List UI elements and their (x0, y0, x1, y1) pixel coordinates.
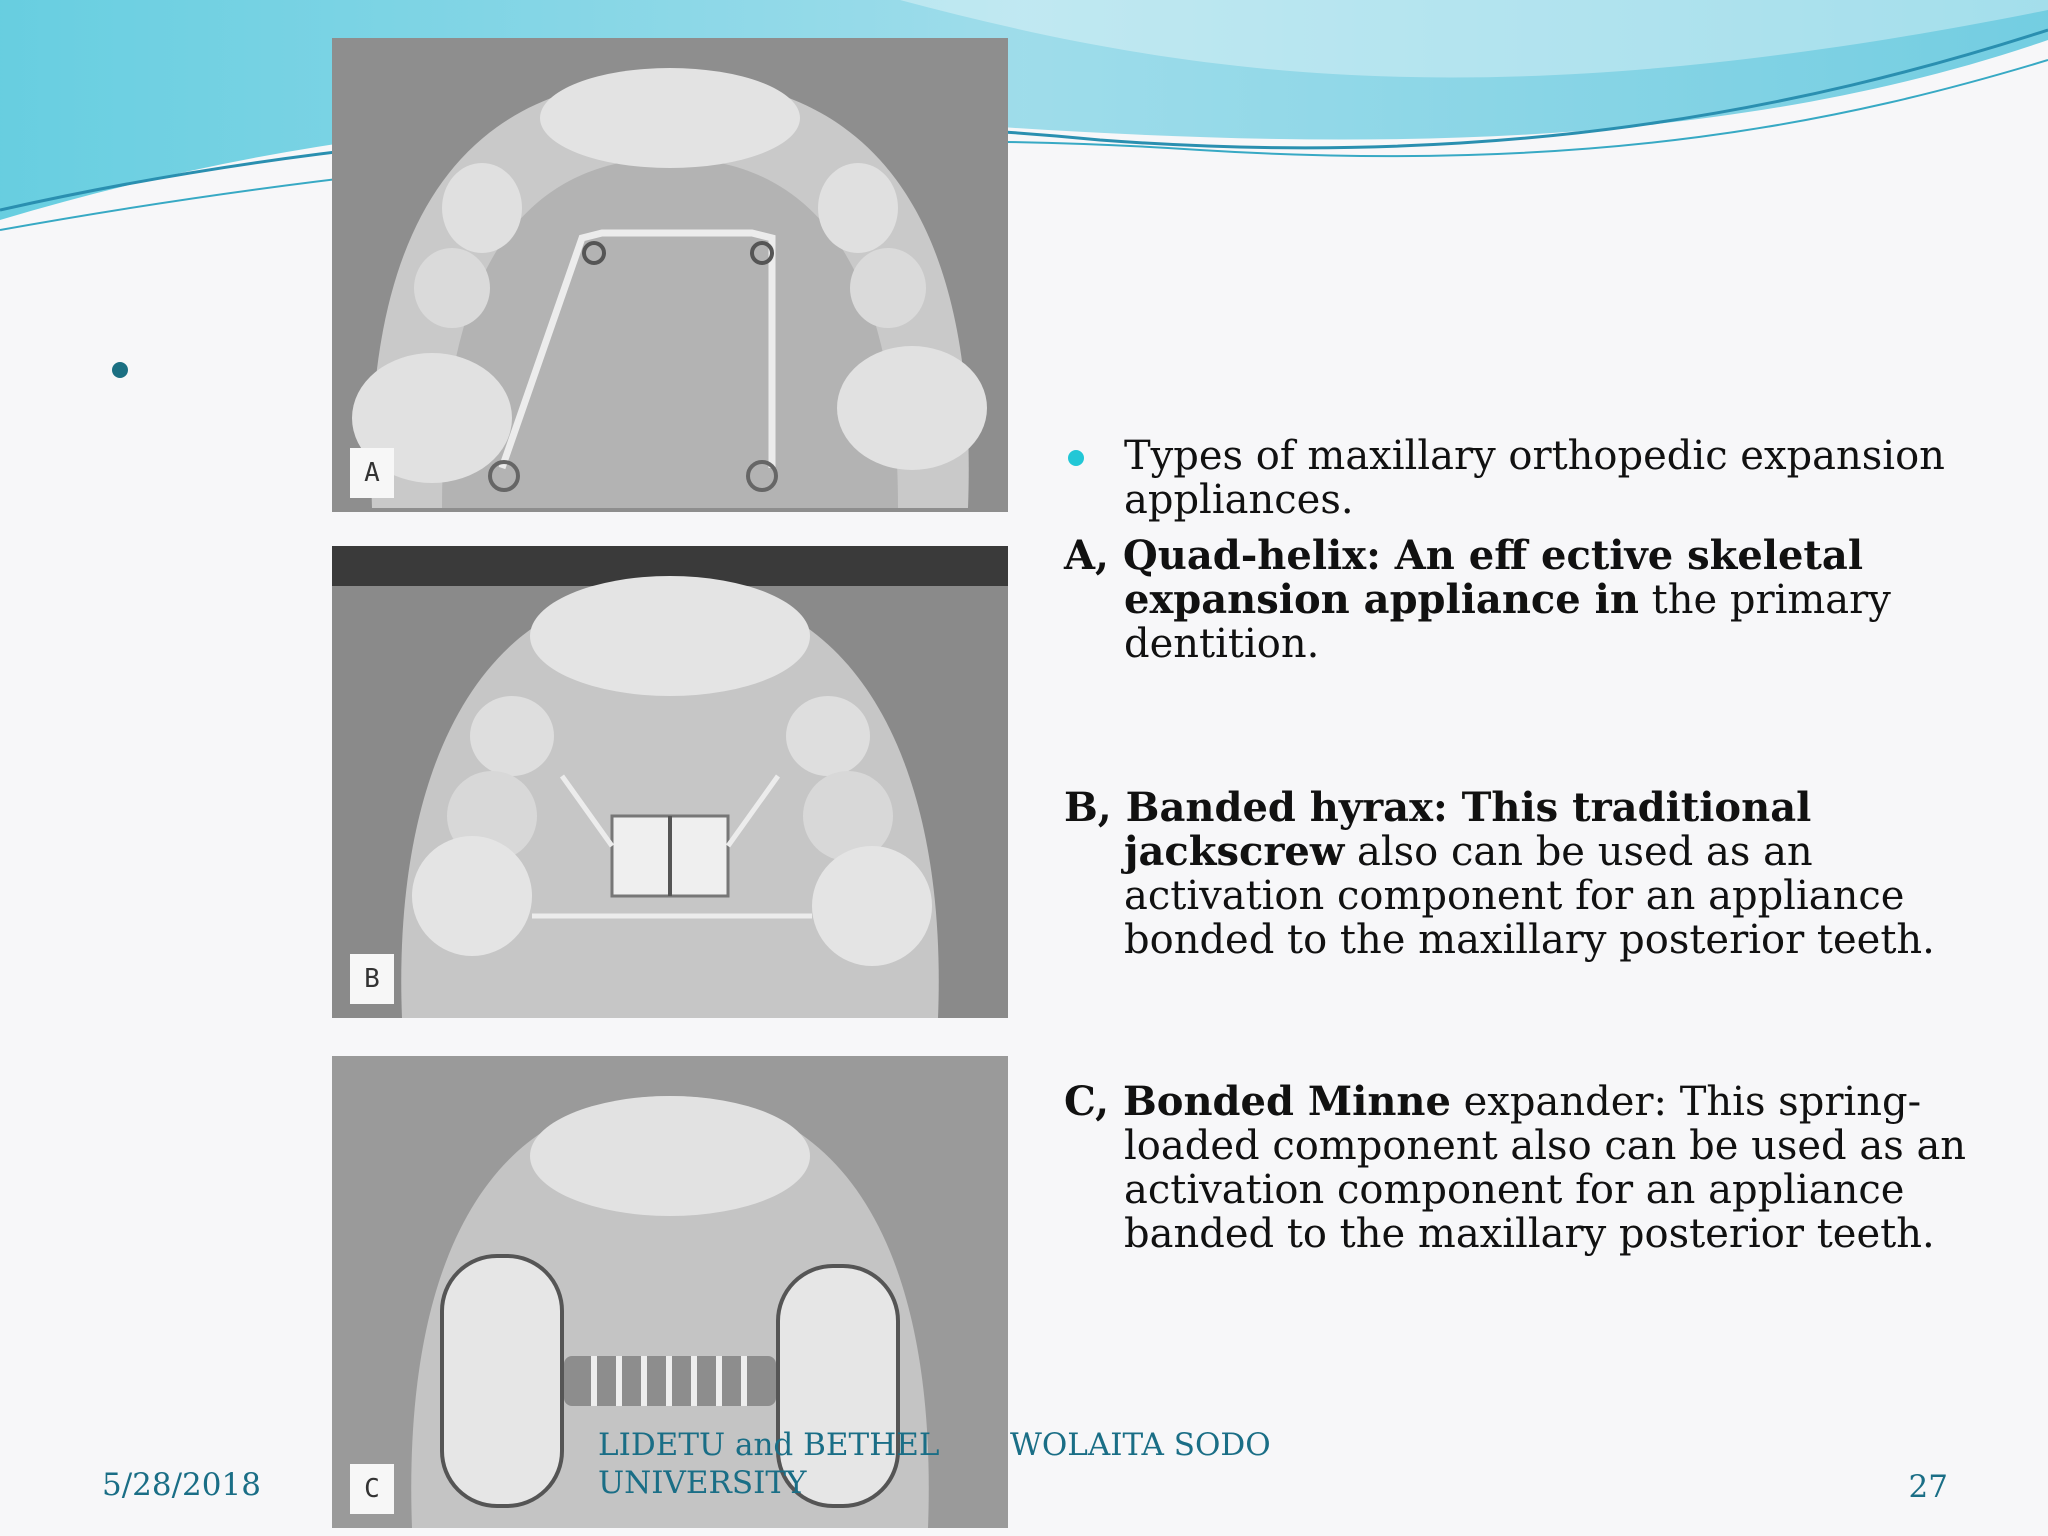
intro-bullet (1064, 434, 2024, 522)
empty-bullet-dot (112, 362, 128, 378)
figure-label-a: A (350, 448, 394, 498)
item-c-bold: C, Bonded Minne (1064, 1078, 1451, 1125)
item-c-description (1064, 1080, 2024, 1256)
slide-text-content (1064, 434, 2024, 1256)
header-wave-decoration (0, 0, 2048, 260)
footer-date: 5/28/2018 (102, 1467, 261, 1503)
intro-text: Types of maxillary orthopedic expansion appliances. (1124, 433, 1945, 523)
footer-university: WOLAITA SODO (1010, 1427, 1271, 1463)
footer-page-number: 27 (1908, 1469, 1948, 1505)
figure-label-b: B (350, 954, 394, 1004)
item-b-rest: also can be used as an activation component for an appliance bonded to the maxillary posterior teeth. (1124, 829, 1935, 963)
item-a-rest: the primary dentition. (1124, 577, 1891, 667)
item-c-rest: expander: This spring-loaded component also can be used as an activation component for an appliance banded to the maxillary posterior teeth. (1124, 1079, 1967, 1257)
figure-a-quad-helix-photo (332, 38, 1008, 512)
figure-label-c: C (350, 1464, 394, 1514)
item-a-description (1064, 534, 2024, 666)
item-a-bold: A, Quad-helix: An eff ective skeletal expansion appliance in (1064, 532, 1864, 623)
item-b-bold: B, Banded hyrax: This traditional jackscrew (1064, 784, 1812, 875)
bullet-dot-icon (1068, 450, 1084, 466)
footer-author: LIDETU and BETHEL UNIVERSITY (598, 1427, 940, 1501)
item-b-description (1064, 786, 2024, 962)
figure-b-banded-hyrax-photo (332, 546, 1008, 1018)
